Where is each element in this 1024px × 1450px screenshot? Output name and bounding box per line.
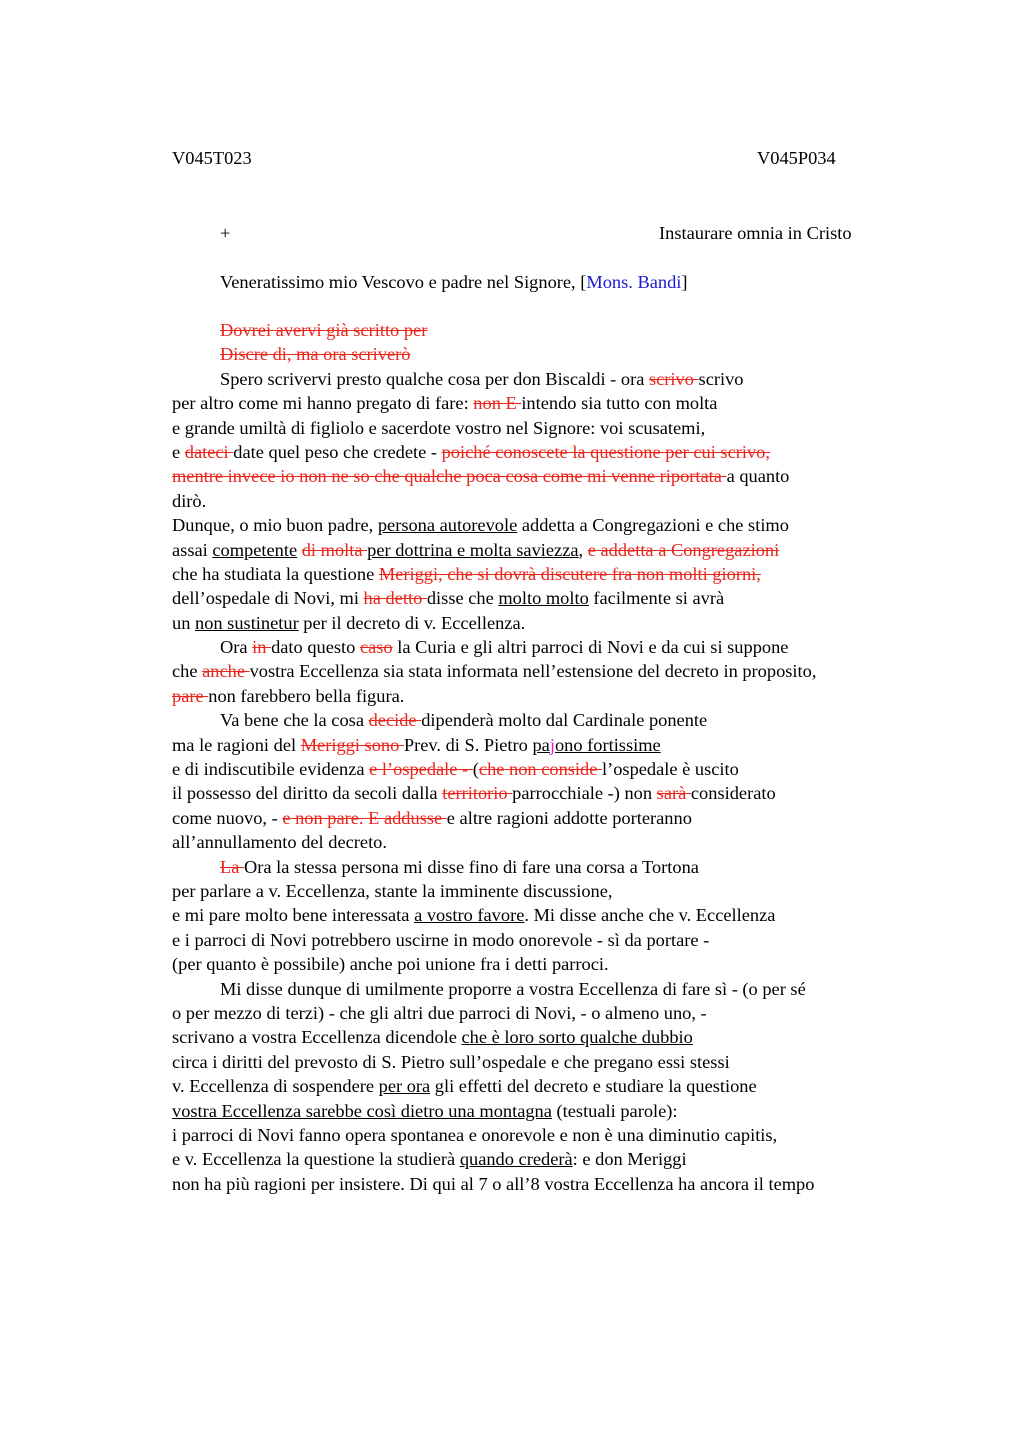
text-segment: addetta a Congregazioni e che stimo [517, 515, 789, 536]
letter-line [172, 781, 912, 805]
deleted-text: territorio [442, 783, 513, 804]
text-segment: (per quanto è possibile) anche poi unione fra i detti parroci. [172, 954, 609, 975]
salutation [220, 270, 688, 294]
deleted-text: di molta [301, 539, 368, 560]
text-segment: , [578, 539, 588, 560]
text-segment: non ha più ragioni per insistere. Di qui al 7 o all’8 vostra Eccellenza ha ancora il tempo [172, 1173, 815, 1194]
letter-line [172, 1123, 912, 1147]
deleted-text: Dovrei avervi già scritto per [220, 320, 428, 340]
text-segment: a quanto [726, 466, 790, 487]
text-segment: per altro come mi hanno pregato di fare: [172, 393, 474, 414]
letter-line [172, 342, 912, 366]
deleted-text: Meriggi sono [300, 734, 404, 755]
text-segment: dell’ospedale di Novi, mi [172, 588, 364, 609]
text-segment: i parroci di Novi fanno opera spontanea e onorevole e non è una diminutio capitis, [172, 1124, 778, 1145]
text-segment: ( [472, 759, 479, 780]
text-segment: intendo sia tutto con molta [521, 393, 718, 414]
text-segment: come nuovo, - [172, 807, 283, 828]
motto: Instaurare omnia in Cristo [659, 223, 852, 243]
text-segment: per parlare a v. Eccellenza, stante la imminente discussione, [172, 880, 613, 901]
letter-line [172, 1172, 912, 1196]
text-segment: Prev. di S. Pietro [403, 734, 533, 755]
underlined-text: competente [212, 539, 298, 560]
document-code-right: V045P034 [757, 148, 836, 168]
deleted-text: in [252, 637, 272, 658]
cross-mark: + [220, 223, 231, 243]
letter-line [172, 489, 912, 513]
text-segment: che [172, 661, 203, 682]
deleted-text: scrivo [648, 368, 699, 389]
letter-line [172, 879, 912, 903]
underlined-text: che è loro sorto qualche dubbio [461, 1027, 693, 1048]
letter-line [172, 440, 912, 464]
text-segment: considerato [690, 783, 776, 804]
text-segment: il possesso del diritto da secoli dalla [172, 783, 443, 804]
text-segment: e v. Eccellenza la questione la studierà [172, 1149, 460, 1170]
text-segment: per il decreto di v. Eccellenza. [298, 612, 526, 633]
underlined-text: non sustinetur [195, 612, 299, 633]
letter-line [172, 1074, 912, 1098]
addressee-annotation: Mons. Bandi [586, 272, 682, 292]
letter-line [172, 684, 912, 708]
text-segment: Mi disse dunque di umilmente proporre a vostra Eccellenza di fare sì - (o per sé [220, 978, 806, 999]
letter-line [172, 635, 912, 659]
letter-line [172, 513, 912, 537]
deleted-text: La [220, 856, 244, 877]
salutation-close: ] [681, 272, 688, 292]
text-segment: vostra Eccellenza sia stata informata nell’estensione del decreto in proposito, [249, 661, 817, 682]
text-segment: Va bene che la cosa [220, 710, 369, 731]
text-segment: e i parroci di Novi potrebbero uscirne in modo onorevole - sì da portare - [172, 929, 710, 950]
underlined-text: persona autorevole [377, 515, 518, 536]
text-segment: assai [172, 539, 213, 560]
deleted-text: Meriggi, che si dovrà discutere fra non molti giorni, [378, 563, 761, 584]
text-segment: Ora [220, 637, 253, 658]
letter-body [172, 318, 912, 1196]
text-segment: : e don Meriggi [572, 1149, 687, 1170]
letter-line [172, 659, 912, 683]
inserted-letter: j [549, 734, 555, 755]
text-segment: e altre ragioni addotte porteranno [446, 807, 692, 828]
letter-line [172, 1001, 912, 1025]
text-segment: dato questo [271, 637, 360, 658]
letter-line [172, 855, 912, 879]
text-segment: date quel peso che credete - [233, 441, 442, 462]
salutation-text: Veneratissimo mio Vescovo e padre nel Signore, [ [220, 272, 587, 292]
deleted-text: non E [473, 393, 522, 414]
text-segment: Spero scrivervi presto qualche cosa per don Biscaldi - ora [220, 368, 649, 389]
text-segment: la Curia e gli altri parroci di Novi e da cui si suppone [392, 637, 789, 658]
text-segment: parrocchiale -) non [512, 783, 657, 804]
deleted-text: dateci [184, 441, 234, 462]
deleted-text: anche [202, 661, 250, 682]
text-segment: un [172, 612, 195, 633]
deleted-text: caso [359, 637, 393, 658]
deleted-text: che non conside [478, 759, 602, 780]
text-segment: (testuali parole): [551, 1100, 678, 1121]
text-segment: . Mi disse anche che v. Eccellenza [524, 905, 776, 926]
document-code-left: V045T023 [172, 148, 252, 168]
letter-line [172, 830, 912, 854]
underlined-text: per ora [378, 1076, 431, 1097]
text-segment: facilmente si avrà [588, 588, 725, 609]
deleted-text: poiché conoscete la questione per cui scrivo, [441, 441, 770, 462]
text-segment: che ha studiata la questione [172, 563, 379, 584]
letter-line [172, 538, 912, 562]
deleted-text: e addetta a Congregazioni [587, 539, 780, 560]
letter-line [172, 977, 912, 1001]
deleted-text: decide [368, 710, 422, 731]
text-segment: v. Eccellenza di sospendere [172, 1076, 379, 1097]
text-segment: e di indiscutibile evidenza [172, 759, 370, 780]
text-segment: scrivano a vostra Eccellenza dicendole [172, 1027, 462, 1048]
letter-line [172, 1147, 912, 1171]
letter-line [172, 416, 912, 440]
text-segment: dipenderà molto dal Cardinale ponente [421, 710, 708, 731]
text-segment: dirò. [172, 490, 207, 511]
letter-line [172, 733, 912, 757]
deleted-text: sarà [656, 783, 691, 804]
text-segment: Ora la stessa persona mi disse fino di fare una corsa a Tortona [244, 856, 699, 877]
letter-line [172, 1050, 912, 1074]
letter-line [172, 903, 912, 927]
underlined-text: ono fortissime [554, 734, 661, 755]
text-segment: disse che [426, 588, 499, 609]
letter-line [172, 928, 912, 952]
text-segment: l’ospedale è uscito [601, 759, 739, 780]
text-segment: o per mezzo di terzi) - che gli altri due parroci di Novi, - o almeno uno, - [172, 1002, 707, 1023]
text-segment: gli effetti del decreto e studiare la questione [430, 1076, 757, 1097]
letter-line [172, 806, 912, 830]
underlined-text: quando crederà [459, 1149, 573, 1170]
letter-line [172, 757, 912, 781]
letter-line [172, 464, 912, 488]
text-segment: non farebbero bella figura. [208, 685, 405, 706]
text-segment: e mi pare molto bene interessata [172, 905, 415, 926]
letter-line [172, 611, 912, 635]
text-segment: scrivo [698, 368, 744, 389]
underlined-text: per dottrina e molta saviezza [367, 539, 579, 560]
deleted-text: e non pare. E addusse [282, 807, 447, 828]
text-segment: Dunque, o mio buon padre, [172, 515, 378, 536]
letter-line [172, 1099, 912, 1123]
deleted-text: Discre di, ma ora scriverò [220, 344, 411, 365]
letter-line [172, 952, 912, 976]
letter-line [172, 391, 912, 415]
deleted-text: mentre invece io non ne so che qualche poca cosa come mi venne riportata [172, 466, 727, 487]
letter-line [172, 1025, 912, 1049]
deleted-text: ha detto [363, 588, 427, 609]
letter-line [172, 586, 912, 610]
letter-line [172, 562, 912, 586]
letter-line [172, 367, 912, 391]
letter-line [172, 708, 912, 732]
underlined-text: vostra Eccellenza sarebbe così dietro una montagna [172, 1100, 552, 1121]
text-segment: all’annullamento del decreto. [172, 832, 387, 853]
text-segment: e [172, 441, 185, 462]
letter-line [172, 318, 912, 342]
text-segment: e grande umiltà di figliolo e sacerdote vostro nel Signore: voi scusatemi, [172, 417, 706, 438]
underlined-text: molto molto [498, 588, 589, 609]
text-segment: circa i diritti del prevosto di S. Pietro sull’ospedale e che pregano essi stessi [172, 1051, 730, 1072]
deleted-text: e l’ospedale - [369, 759, 473, 780]
underlined-text: pa [532, 734, 550, 755]
text-segment: ma le ragioni del [172, 734, 301, 755]
deleted-text: pare [172, 685, 209, 706]
underlined-text: a vostro favore [414, 905, 525, 926]
